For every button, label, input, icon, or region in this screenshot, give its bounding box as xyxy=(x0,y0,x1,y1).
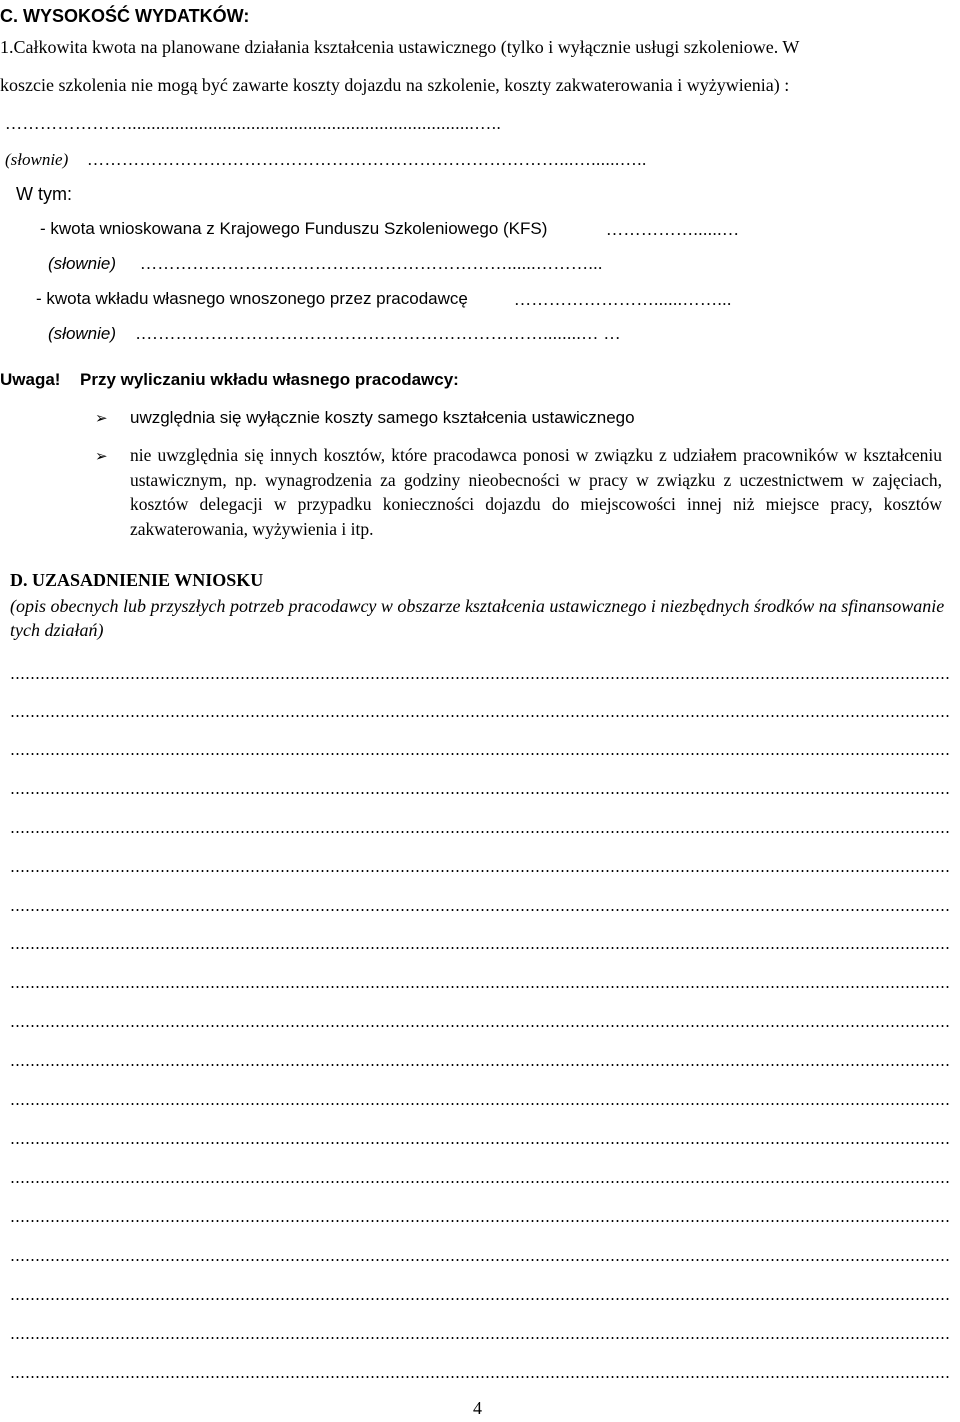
justification-line[interactable] xyxy=(10,870,950,872)
slownie-field-3[interactable]: .……………………………………………………………........… … xyxy=(136,324,621,343)
section-d-subtitle: (opis obecnych lub przyszłych potrzeb pracodawcy w obszarze kształcenia ustawicznego i niezbędnych środków na sfinansowanie tych działań) xyxy=(10,596,945,640)
justification-line[interactable] xyxy=(10,947,950,949)
justification-line[interactable] xyxy=(10,1298,950,1300)
justification-line[interactable] xyxy=(10,1181,950,1183)
bullet-item-2: nie uwzględnia się innych kosztów, które pracodawca ponosi w związku z udziałem pracowników w kształceniu ustawicznym, np. wynagrodzenia za godziny nieobecności w pracy w związku z uczestnictwem w zajęciach, kosztów delegacji w przypadku konieczności dojazdu do miejscowości innej niż miejsce pracy, kosztów zakwaterowania, wyżywienia i itp. xyxy=(130,445,942,539)
justification-line[interactable] xyxy=(10,1376,950,1378)
kfs-amount-field[interactable]: ……………......… xyxy=(606,220,740,239)
slownie-field-2[interactable]: ………………………………………………………......………... xyxy=(140,254,603,273)
justification-line[interactable] xyxy=(10,677,950,679)
section-c-heading: C. WYSOKOŚĆ WYDATKÓW: xyxy=(0,6,250,26)
total-amount-field[interactable]: ………………….........................................................................….. xyxy=(5,114,502,133)
justification-line[interactable] xyxy=(10,1025,950,1027)
note-label: Uwaga! xyxy=(0,370,61,389)
page-number: 4 xyxy=(473,1398,482,1418)
own-contribution-label: - kwota wkładu własnego wnoszonego przez pracodawcę xyxy=(36,289,468,308)
justification-line[interactable] xyxy=(10,753,950,755)
total-amount-line-1: 1.Całkowita kwota na planowane działania kształcenia ustawicznego (tylko i wyłącznie usługi szkoleniowe. W xyxy=(0,37,800,57)
slownie-field-1[interactable]: ………………………………………………………………………...…......….. xyxy=(87,150,647,169)
justification-line[interactable] xyxy=(10,1103,950,1105)
justification-line[interactable] xyxy=(10,715,950,717)
justification-line[interactable] xyxy=(10,831,950,833)
justification-line[interactable] xyxy=(10,792,950,794)
kfs-amount-label: - kwota wnioskowana z Krajowego Funduszu Szkoleniowego (KFS) xyxy=(40,219,548,238)
own-contribution-field[interactable]: ……………………......……... xyxy=(514,290,732,309)
justification-line[interactable] xyxy=(10,1064,950,1066)
slownie-label-2: (słownie) xyxy=(48,254,117,273)
section-d-heading: D. UZASADNIENIE WNIOSKU xyxy=(10,570,264,590)
arrow-bullet-icon: ➢ xyxy=(95,409,108,427)
justification-line[interactable] xyxy=(10,1259,950,1261)
justification-line[interactable] xyxy=(10,1142,950,1144)
note-text: Przy wyliczaniu wkładu własnego pracodawcy: xyxy=(80,370,459,389)
arrow-bullet-icon: ➢ xyxy=(95,447,108,465)
slownie-label-1: (słownie) xyxy=(5,150,69,169)
justification-line[interactable] xyxy=(10,1337,950,1339)
justification-line[interactable] xyxy=(10,1220,950,1222)
slownie-label-3: (słownie) xyxy=(48,324,117,343)
total-amount-line-2: koszcie szkolenia nie mogą być zawarte koszty dojazdu na szkolenie, koszty zakwaterowania i wyżywienia) : xyxy=(0,75,790,95)
bullet-item-1: uwzględnia się wyłącznie koszty samego kształcenia ustawicznego xyxy=(130,408,635,427)
w-tym-label: W tym: xyxy=(16,184,72,204)
justification-line[interactable] xyxy=(10,986,950,988)
justification-line[interactable] xyxy=(10,909,950,911)
